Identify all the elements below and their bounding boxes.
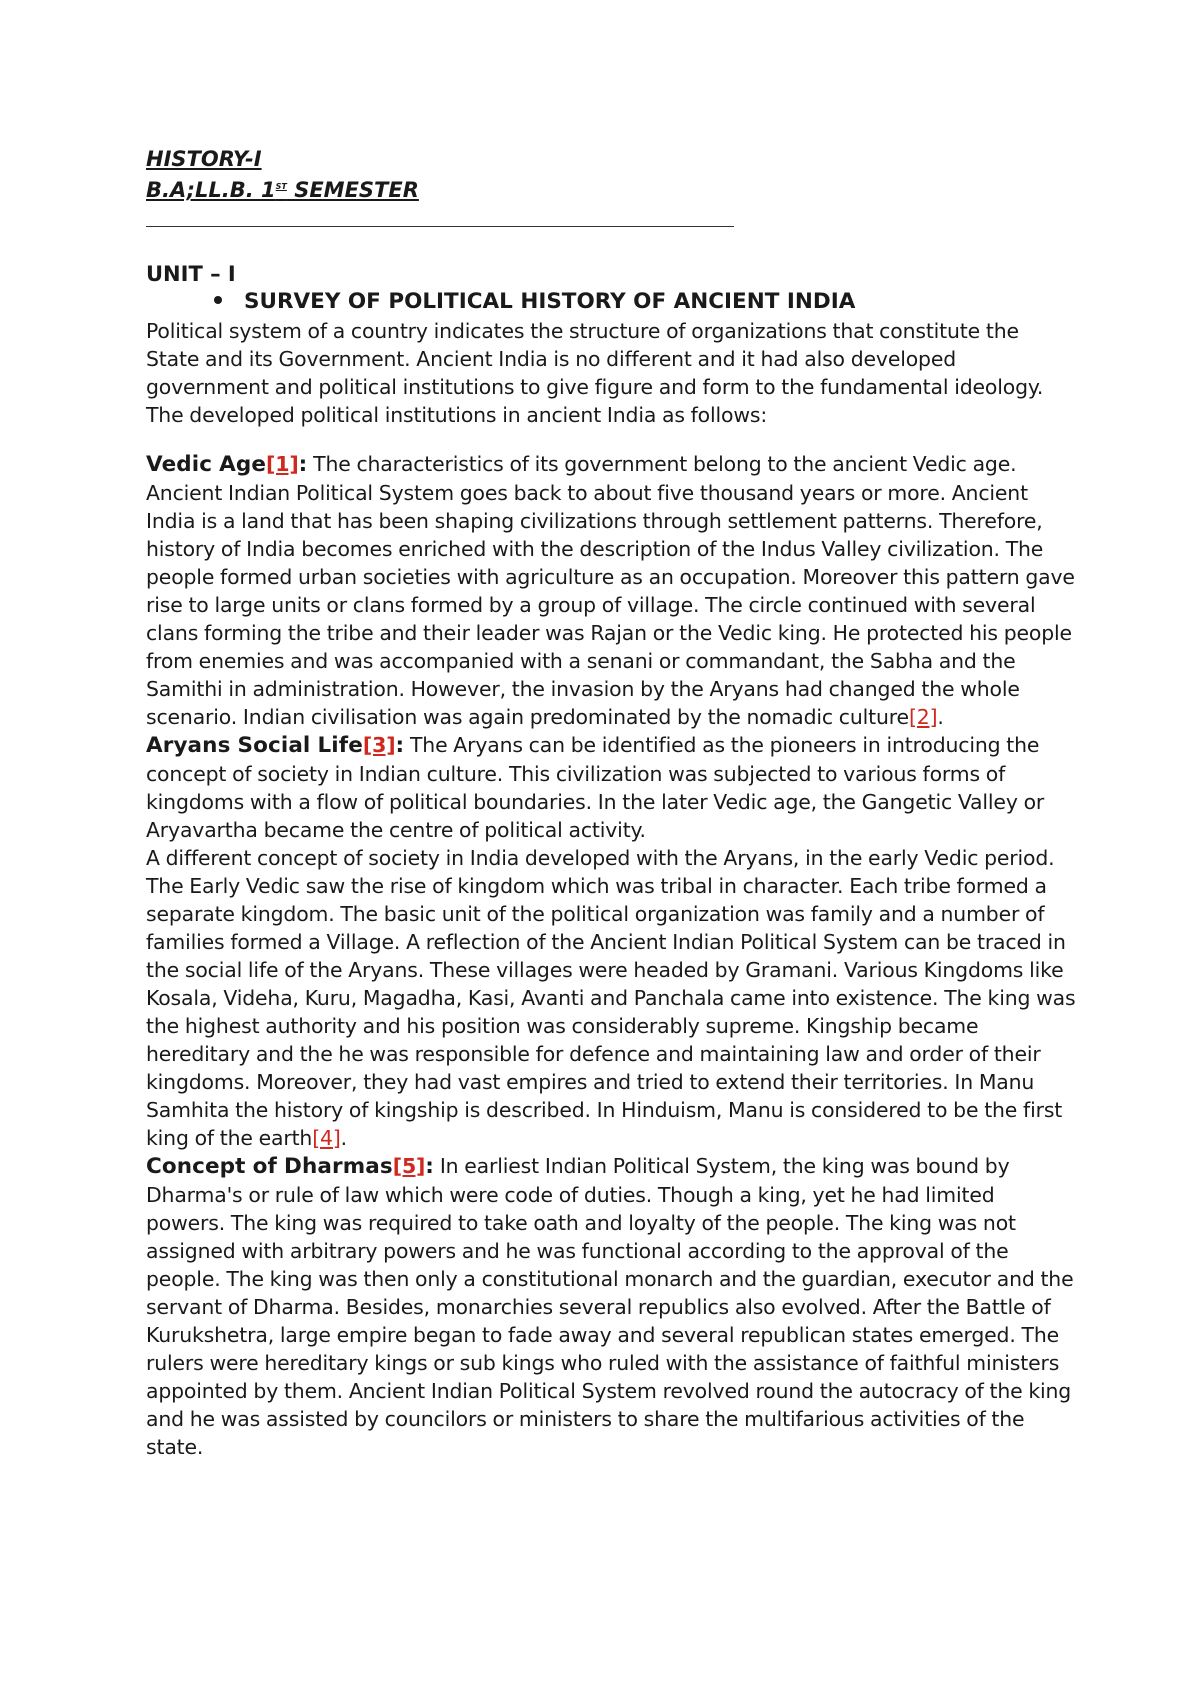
- intro-paragraph: Political system of a country indicates the structure of organizations that constitute the State and its Government. Ancient India is no different and it had also developed government and political institutions to give figure and form to the fundamental ideology. The developed political institutions in ancient India as follows:: [146, 319, 1044, 427]
- vedic-text: The characteristics of its government belong to the ancient Vedic age. Ancient Indian Political System goes back to about five thousand years or more. Ancient India is a land that has been shaping civilizations through settlement patterns. Therefore, history of India becomes enriched with the description of the Indus Valley civilization. The people formed urban societies with agriculture as an occupation. Moreover this pattern gave rise to large units or clans formed by a group of village. The circle continued with several clans forming the tribe and their leader was Rajan or the Vedic king. He protected his people from enemies and was accompanied with a senani or commandant, the Sabha and the Samithi in administration. However, the invasion by the Aryans had changed the whole scenario. Indian civilisation was again predominated by the nomadic culture: [146, 452, 1075, 729]
- dharma-text: In earliest Indian Political System, the king was bound by Dharma's or rule of law which were code of duties. Though a king, yet he had limited powers. The king was required to take oath and loyalty of the people. The king was not assigned with arbitrary powers and he was functional according to the approval of the people. The king was then only a constitutional monarch and the guardian, executor and the servant of Dharma. Besides, monarchies several republics also evolved. After the Battle of Kurukshetra, large empire began to fade away and several republican states emerged. The rulers were hereditary kings or sub kings who ruled with the assistance of faithful ministers appointed by them. Ancient Indian Political System revolved round the autocracy of the king and he was assisted by councilors or ministers to share the multifarious activities of the state.: [146, 1154, 1074, 1459]
- course-title: [146, 174, 419, 203]
- section-heading: [214, 289, 855, 315]
- aryans-text: The Aryans can be identified as the pioneers in introducing the concept of society in Indian culture. This civilization was subjected to various forms of kingdoms with a flow of political boundaries. In the later Vedic age, the Gangetic Valley or Aryavartha became the centre of political activity.: [146, 733, 1045, 842]
- main-body: [146, 450, 1076, 1461]
- unit-heading: UNIT – I: [146, 262, 236, 286]
- footnote-link-5[interactable]: [5]: [392, 1154, 426, 1178]
- footnote-link-1[interactable]: [1]: [266, 452, 299, 476]
- dharma-heading: Concept of Dharmas: [146, 1154, 393, 1179]
- vedic-colon: :: [298, 452, 308, 477]
- footnote-link-3[interactable]: [3]: [362, 733, 396, 757]
- header-divider: [146, 226, 734, 227]
- vedic-heading: Vedic Age: [146, 452, 267, 477]
- course-suffix: SEMESTER: [286, 178, 419, 202]
- footnote-link-2[interactable]: [2]: [908, 705, 938, 729]
- vedic-end: .: [937, 705, 944, 729]
- course-prefix: B.A;LL.B. 1: [146, 178, 276, 202]
- dharma-colon: :: [425, 1154, 434, 1179]
- document-title: HISTORY-I: [146, 147, 262, 171]
- course-sup: ST: [275, 182, 287, 191]
- footnote-link-4[interactable]: [4]: [312, 1126, 341, 1150]
- bullet-icon: [214, 296, 222, 304]
- aryans-end: .: [340, 1126, 347, 1150]
- aryans-heading: Aryans Social Life: [146, 733, 363, 758]
- section-title: SURVEY OF POLITICAL HISTORY OF ANCIENT INDIA: [244, 289, 856, 314]
- aryans-text-2: A different concept of society in India developed with the Aryans, in the early Vedic period. The Early Vedic saw the rise of kingdom which was tribal in character. Each tribe formed a separate kingdom. The basic unit of the political organization was family and a number of families formed a Village. A reflection of the Ancient Indian Political System can be traced in the social life of the Aryans. These villages were headed by Gramani. Various Kingdoms like Kosala, Videha, Kuru, Magadha, Kasi, Avanti and Panchala came into existence. The king was the highest authority and his position was considerably supreme. Kingship became hereditary and the he was responsible for defence and maintaining law and order of their kingdoms. Moreover, they had vast empires and tried to extend their territories. In Manu Samhita the history of kingship is described. In Hinduism, Manu is considered to be the first king of the earth: [146, 846, 1076, 1150]
- aryans-colon: :: [395, 733, 405, 758]
